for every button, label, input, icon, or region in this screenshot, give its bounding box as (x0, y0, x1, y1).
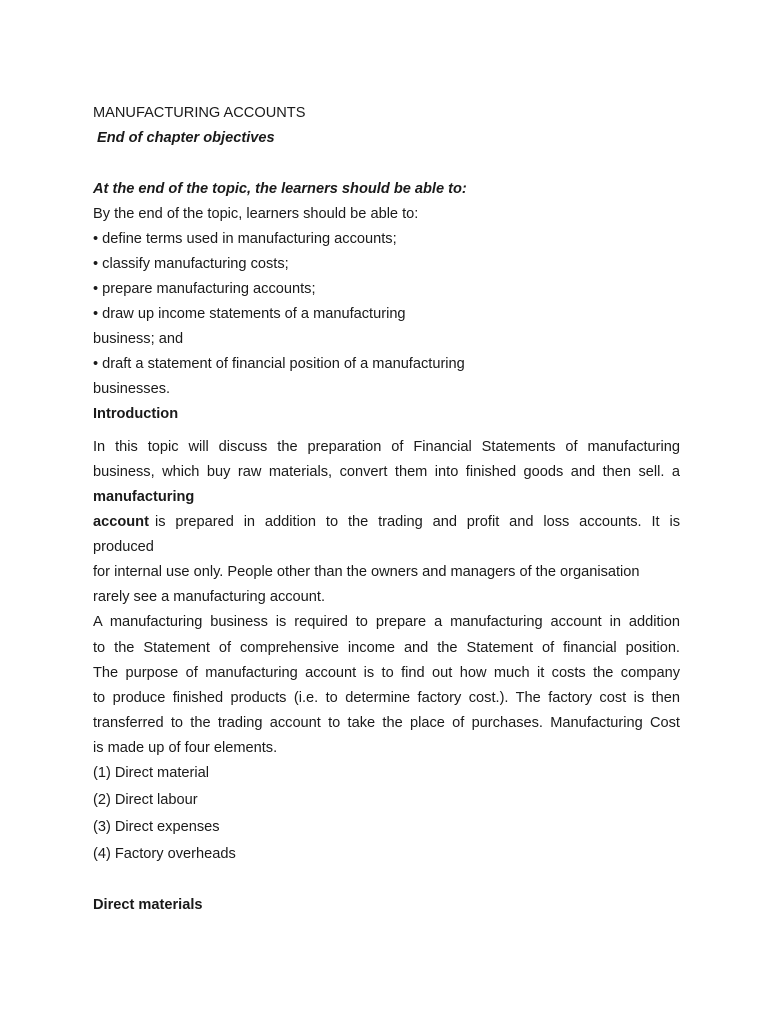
element-item: (1) Direct material (93, 765, 209, 781)
objective-item: businesses. (93, 381, 171, 397)
document-subtitle: End of chapter objectives (97, 130, 275, 146)
paragraph-line: is prepared in addition to the trading and profit and loss accounts. It is (155, 514, 680, 530)
document-title: MANUFACTURING ACCOUNTS (93, 105, 306, 121)
paragraph-line: for internal use only. People other than the owners and managers of the organisation (93, 564, 640, 580)
objective-item: • prepare manufacturing accounts; (93, 281, 316, 297)
paragraph-line: business, which buy raw materials, convert them into finished goods and then sell. a (93, 464, 680, 480)
paragraph-term: account (93, 514, 149, 530)
paragraph-line: A manufacturing business is required to prepare a manufacturing account in addition (93, 614, 680, 630)
objective-item: business; and (93, 331, 184, 347)
paragraph-line: to produce finished products (i.e. to determine factory cost.). The factory cost is then (93, 690, 680, 706)
objective-item: • draft a statement of financial position of a manufacturing (93, 356, 465, 372)
paragraph-line: to the Statement of comprehensive income and the Statement of financial position. (93, 640, 680, 656)
element-item: (4) Factory overheads (93, 846, 236, 862)
objectives-intro: By the end of the topic, learners should be able to: (93, 206, 419, 222)
element-item: (3) Direct expenses (93, 819, 220, 835)
introduction-heading: Introduction (93, 406, 179, 422)
direct-materials-heading: Direct materials (93, 897, 203, 913)
paragraph-line: transferred to the trading account to take the place of purchases. Manufacturing Cost (93, 715, 680, 731)
paragraph-line: rarely see a manufacturing account. (93, 589, 326, 605)
objective-item: • classify manufacturing costs; (93, 256, 289, 272)
paragraph-term: manufacturing (93, 489, 195, 505)
paragraph-line: produced (93, 539, 154, 555)
paragraph-line: The purpose of manufacturing account is to find out how much it costs the company (93, 665, 680, 681)
objective-item: • draw up income statements of a manufacturing (93, 306, 406, 322)
paragraph-line: is made up of four elements. (93, 740, 278, 756)
objectives-heading: At the end of the topic, the learners should be able to: (93, 181, 467, 197)
objective-item: • define terms used in manufacturing accounts; (93, 231, 397, 247)
paragraph-line: In this topic will discuss the preparation of Financial Statements of manufacturing (93, 439, 680, 455)
element-item: (2) Direct labour (93, 792, 198, 808)
